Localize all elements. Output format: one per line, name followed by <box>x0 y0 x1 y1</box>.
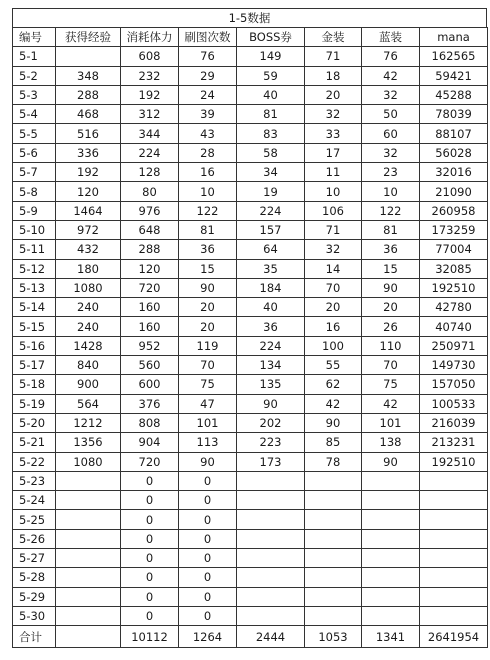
row-id-cell[interactable]: 5-21 <box>13 433 56 452</box>
table-row <box>13 587 488 606</box>
table-cell[interactable]: 128 <box>121 163 179 182</box>
table-cell[interactable] <box>56 491 121 510</box>
table-cell[interactable] <box>56 529 121 548</box>
table-cell[interactable]: 42 <box>362 66 420 85</box>
table-cell[interactable]: 20 <box>305 298 362 317</box>
table-row <box>13 124 488 143</box>
table-cell[interactable]: 50 <box>362 105 420 124</box>
row-id-cell[interactable]: 5-9 <box>13 201 56 220</box>
table-cell[interactable]: 43 <box>179 124 237 143</box>
table-cell[interactable]: 59 <box>237 66 305 85</box>
table-cell[interactable]: 1212 <box>56 413 121 432</box>
table-row <box>13 298 488 317</box>
table-row <box>13 85 488 104</box>
row-id-cell[interactable]: 5-25 <box>13 510 56 529</box>
table-row <box>13 568 488 587</box>
total-cell[interactable]: 2444 <box>237 626 305 648</box>
table-cell[interactable]: 20 <box>179 298 237 317</box>
table-row <box>13 220 488 239</box>
table-cell[interactable]: 952 <box>121 336 179 355</box>
table-cell[interactable]: 432 <box>56 240 121 259</box>
table-cell[interactable]: 312 <box>121 105 179 124</box>
table-cell[interactable] <box>305 529 362 548</box>
table-cell[interactable]: 40740 <box>420 317 488 336</box>
table-cell[interactable]: 76 <box>179 47 237 66</box>
table-cell[interactable] <box>362 491 420 510</box>
table-cell[interactable] <box>56 587 121 606</box>
table-cell[interactable]: 60 <box>362 124 420 143</box>
table-cell[interactable]: 224 <box>237 201 305 220</box>
table-cell[interactable] <box>56 606 121 625</box>
table-cell[interactable] <box>305 606 362 625</box>
table-row <box>13 413 488 432</box>
table-cell[interactable] <box>237 529 305 548</box>
table-cell[interactable]: 100 <box>305 336 362 355</box>
table-cell[interactable]: 20 <box>305 85 362 104</box>
table-row <box>13 143 488 162</box>
table-cell[interactable]: 288 <box>56 85 121 104</box>
table-cell[interactable]: 28 <box>179 143 237 162</box>
table-cell[interactable]: 260958 <box>420 201 488 220</box>
row-id-cell[interactable]: 5-6 <box>13 143 56 162</box>
table-cell[interactable]: 15 <box>179 259 237 278</box>
column-header[interactable]: BOSS券 <box>237 28 305 47</box>
table-cell[interactable]: 173 <box>237 452 305 471</box>
table-cell[interactable] <box>362 587 420 606</box>
table-cell[interactable]: 0 <box>179 587 237 606</box>
table-cell[interactable]: 976 <box>121 201 179 220</box>
table-cell[interactable] <box>305 471 362 490</box>
table-cell[interactable]: 0 <box>121 471 179 490</box>
table-cell[interactable]: 0 <box>121 529 179 548</box>
table-cell[interactable]: 42780 <box>420 298 488 317</box>
row-id-cell[interactable]: 5-30 <box>13 606 56 625</box>
table-row <box>13 105 488 124</box>
total-cell[interactable]: 1264 <box>179 626 237 648</box>
table-cell[interactable]: 32 <box>362 143 420 162</box>
table-cell[interactable]: 184 <box>237 278 305 297</box>
table-cell[interactable] <box>362 606 420 625</box>
table-cell[interactable]: 468 <box>56 105 121 124</box>
table-cell[interactable] <box>237 568 305 587</box>
table-row <box>13 491 488 510</box>
table-cell[interactable]: 45288 <box>420 85 488 104</box>
table-cell[interactable] <box>305 587 362 606</box>
table-cell[interactable]: 40 <box>237 85 305 104</box>
table-cell[interactable]: 15 <box>362 259 420 278</box>
table-cell[interactable]: 64 <box>237 240 305 259</box>
row-id-cell[interactable]: 5-7 <box>13 163 56 182</box>
row-id-cell[interactable]: 5-3 <box>13 85 56 104</box>
table-cell[interactable]: 0 <box>179 568 237 587</box>
table-cell[interactable]: 75 <box>362 375 420 394</box>
table-cell[interactable]: 10 <box>305 182 362 201</box>
table-cell[interactable]: 120 <box>56 182 121 201</box>
row-id-cell[interactable]: 5-22 <box>13 452 56 471</box>
row-id-cell[interactable]: 5-13 <box>13 278 56 297</box>
table-cell[interactable]: 59421 <box>420 66 488 85</box>
table-cell[interactable] <box>56 510 121 529</box>
table-cell[interactable]: 120 <box>121 259 179 278</box>
table-cell[interactable]: 1080 <box>56 452 121 471</box>
total-row <box>13 626 488 648</box>
table-cell[interactable]: 70 <box>179 356 237 375</box>
table-cell[interactable] <box>362 529 420 548</box>
table-cell[interactable]: 0 <box>179 491 237 510</box>
table-cell[interactable]: 149 <box>237 47 305 66</box>
table-cell[interactable] <box>56 47 121 66</box>
table-cell[interactable]: 0 <box>179 529 237 548</box>
table-cell[interactable]: 39 <box>179 105 237 124</box>
table-cell[interactable]: 808 <box>121 413 179 432</box>
table-cell[interactable]: 135 <box>237 375 305 394</box>
row-id-cell[interactable]: 5-16 <box>13 336 56 355</box>
table-cell[interactable] <box>362 568 420 587</box>
total-cell[interactable] <box>56 626 121 648</box>
row-id-cell[interactable]: 5-14 <box>13 298 56 317</box>
row-id-cell[interactable]: 5-10 <box>13 220 56 239</box>
table-cell[interactable]: 40 <box>237 298 305 317</box>
table-row <box>13 201 488 220</box>
table-cell[interactable]: 336 <box>56 143 121 162</box>
row-id-cell[interactable]: 5-8 <box>13 182 56 201</box>
table-cell[interactable]: 23 <box>362 163 420 182</box>
table-cell[interactable]: 10 <box>179 182 237 201</box>
table-cell[interactable]: 16 <box>179 163 237 182</box>
table-cell[interactable] <box>305 549 362 568</box>
table-cell[interactable]: 160 <box>121 317 179 336</box>
table-cell[interactable] <box>305 491 362 510</box>
table-cell[interactable]: 101 <box>362 413 420 432</box>
table-cell[interactable]: 0 <box>121 587 179 606</box>
table-cell[interactable]: 90 <box>237 394 305 413</box>
table-cell[interactable]: 88107 <box>420 124 488 143</box>
table-cell[interactable]: 29 <box>179 66 237 85</box>
row-id-cell[interactable]: 5-15 <box>13 317 56 336</box>
table-cell[interactable] <box>237 549 305 568</box>
table-cell[interactable]: 90 <box>362 452 420 471</box>
table-cell[interactable]: 36 <box>237 317 305 336</box>
table-row <box>13 182 488 201</box>
table-cell[interactable]: 160 <box>121 298 179 317</box>
table-cell[interactable] <box>237 587 305 606</box>
table-cell[interactable]: 202 <box>237 413 305 432</box>
table-cell[interactable] <box>362 471 420 490</box>
table-cell[interactable]: 81 <box>237 105 305 124</box>
table-cell[interactable]: 85 <box>305 433 362 452</box>
table-cell[interactable]: 18 <box>305 66 362 85</box>
table-cell[interactable]: 900 <box>56 375 121 394</box>
table-row <box>13 163 488 182</box>
table-cell[interactable]: 62 <box>305 375 362 394</box>
row-id-cell[interactable]: 5-23 <box>13 471 56 490</box>
table-cell[interactable]: 34 <box>237 163 305 182</box>
column-header[interactable]: 金装 <box>305 28 362 47</box>
table-cell[interactable]: 70 <box>362 356 420 375</box>
table-cell[interactable] <box>237 606 305 625</box>
table-cell[interactable]: 192 <box>56 163 121 182</box>
table-cell[interactable]: 240 <box>56 298 121 317</box>
table-cell[interactable]: 560 <box>121 356 179 375</box>
table-cell[interactable]: 122 <box>362 201 420 220</box>
table-cell[interactable]: 1464 <box>56 201 121 220</box>
table-cell[interactable] <box>420 529 488 548</box>
table-cell[interactable]: 32016 <box>420 163 488 182</box>
table-cell[interactable]: 24 <box>179 85 237 104</box>
table-cell[interactable] <box>305 568 362 587</box>
header-row <box>13 28 488 47</box>
table-cell[interactable]: 192510 <box>420 278 488 297</box>
table-cell[interactable]: 138 <box>362 433 420 452</box>
table-row <box>13 259 488 278</box>
table-cell[interactable]: 70 <box>305 278 362 297</box>
table-cell[interactable]: 149730 <box>420 356 488 375</box>
table-cell[interactable]: 26 <box>362 317 420 336</box>
table-cell[interactable]: 90 <box>305 413 362 432</box>
table-cell[interactable]: 55 <box>305 356 362 375</box>
table-cell[interactable]: 192 <box>121 85 179 104</box>
table-cell[interactable]: 81 <box>179 220 237 239</box>
table-cell[interactable]: 76 <box>362 47 420 66</box>
table-cell[interactable]: 348 <box>56 66 121 85</box>
row-id-cell[interactable]: 5-24 <box>13 491 56 510</box>
table-cell[interactable] <box>362 510 420 529</box>
column-header[interactable]: mana <box>420 28 488 47</box>
table-cell[interactable]: 0 <box>121 510 179 529</box>
table-row <box>13 394 488 413</box>
table-cell[interactable]: 213231 <box>420 433 488 452</box>
total-label[interactable]: 合计 <box>13 626 56 648</box>
table-cell[interactable]: 90 <box>179 278 237 297</box>
table-row <box>13 510 488 529</box>
table-cell[interactable]: 47 <box>179 394 237 413</box>
table-cell[interactable]: 100533 <box>420 394 488 413</box>
table-cell[interactable]: 71 <box>305 220 362 239</box>
row-id-cell[interactable]: 5-27 <box>13 549 56 568</box>
table-row <box>13 529 488 548</box>
table-cell[interactable]: 81 <box>362 220 420 239</box>
row-id-cell[interactable]: 5-2 <box>13 66 56 85</box>
row-id-cell[interactable]: 5-5 <box>13 124 56 143</box>
table-cell[interactable]: 1080 <box>56 278 121 297</box>
table-cell[interactable]: 216039 <box>420 413 488 432</box>
table-cell[interactable]: 110 <box>362 336 420 355</box>
total-cell[interactable]: 1341 <box>362 626 420 648</box>
table-cell[interactable]: 42 <box>305 394 362 413</box>
table-cell[interactable]: 648 <box>121 220 179 239</box>
row-id-cell[interactable]: 5-28 <box>13 568 56 587</box>
table-cell[interactable]: 250971 <box>420 336 488 355</box>
table-cell[interactable]: 1356 <box>56 433 121 452</box>
table-cell[interactable]: 11 <box>305 163 362 182</box>
table-body <box>13 47 488 626</box>
table-cell[interactable]: 10 <box>362 182 420 201</box>
table-row <box>13 240 488 259</box>
table-cell[interactable]: 0 <box>179 510 237 529</box>
table-cell[interactable] <box>420 587 488 606</box>
table-cell[interactable]: 122 <box>179 201 237 220</box>
table-cell[interactable]: 904 <box>121 433 179 452</box>
table-cell[interactable]: 90 <box>362 278 420 297</box>
table-cell[interactable]: 1428 <box>56 336 121 355</box>
total-cell[interactable]: 2641954 <box>420 626 488 648</box>
table-cell[interactable]: 19 <box>237 182 305 201</box>
column-header[interactable]: 刷图次数 <box>179 28 237 47</box>
table-cell[interactable]: 376 <box>121 394 179 413</box>
table-cell[interactable]: 162565 <box>420 47 488 66</box>
table-row <box>13 433 488 452</box>
column-header[interactable]: 蓝装 <box>362 28 420 47</box>
table-cell[interactable] <box>420 471 488 490</box>
table-cell[interactable] <box>362 549 420 568</box>
table-cell[interactable]: 0 <box>121 606 179 625</box>
row-id-cell[interactable]: 5-26 <box>13 529 56 548</box>
table-cell[interactable]: 192510 <box>420 452 488 471</box>
table-cell[interactable]: 180 <box>56 259 121 278</box>
table-cell[interactable]: 0 <box>179 471 237 490</box>
table-cell[interactable]: 0 <box>121 549 179 568</box>
column-header[interactable]: 消耗体力 <box>121 28 179 47</box>
table-cell[interactable]: 83 <box>237 124 305 143</box>
table-cell[interactable]: 78 <box>305 452 362 471</box>
table-cell[interactable] <box>305 510 362 529</box>
row-id-cell[interactable]: 5-19 <box>13 394 56 413</box>
table-cell[interactable] <box>56 568 121 587</box>
table-cell[interactable] <box>420 510 488 529</box>
table-cell[interactable]: 0 <box>179 606 237 625</box>
table-cell[interactable]: 232 <box>121 66 179 85</box>
table-cell[interactable] <box>56 549 121 568</box>
row-id-cell[interactable]: 5-11 <box>13 240 56 259</box>
data-table <box>12 27 488 648</box>
table-cell[interactable]: 32 <box>305 105 362 124</box>
table-cell[interactable]: 35 <box>237 259 305 278</box>
column-header[interactable]: 编号 <box>13 28 56 47</box>
table-cell[interactable]: 36 <box>179 240 237 259</box>
table-cell[interactable]: 720 <box>121 278 179 297</box>
table-cell[interactable]: 0 <box>121 491 179 510</box>
table-cell[interactable]: 33 <box>305 124 362 143</box>
spreadsheet <box>12 8 487 656</box>
table-cell[interactable] <box>237 491 305 510</box>
table-cell[interactable]: 223 <box>237 433 305 452</box>
table-row <box>13 452 488 471</box>
table-cell[interactable]: 36 <box>362 240 420 259</box>
total-cell[interactable]: 1053 <box>305 626 362 648</box>
row-id-cell[interactable]: 5-4 <box>13 105 56 124</box>
table-cell[interactable]: 157 <box>237 220 305 239</box>
table-cell[interactable]: 16 <box>305 317 362 336</box>
table-cell[interactable]: 77004 <box>420 240 488 259</box>
table-row <box>13 278 488 297</box>
table-cell[interactable]: 42 <box>362 394 420 413</box>
table-cell[interactable]: 14 <box>305 259 362 278</box>
table-cell[interactable]: 564 <box>56 394 121 413</box>
table-cell[interactable] <box>237 510 305 529</box>
table-cell[interactable]: 17 <box>305 143 362 162</box>
table-cell[interactable]: 58 <box>237 143 305 162</box>
total-cell[interactable]: 10112 <box>121 626 179 648</box>
table-cell[interactable] <box>420 491 488 510</box>
table-row <box>13 66 488 85</box>
table-cell[interactable]: 840 <box>56 356 121 375</box>
table-cell[interactable]: 720 <box>121 452 179 471</box>
row-id-cell[interactable]: 5-12 <box>13 259 56 278</box>
table-cell[interactable]: 20 <box>362 298 420 317</box>
sheet-title: 1-5数据 <box>12 8 487 27</box>
table-cell[interactable]: 240 <box>56 317 121 336</box>
table-cell[interactable]: 71 <box>305 47 362 66</box>
row-id-cell[interactable]: 5-1 <box>13 47 56 66</box>
table-row <box>13 375 488 394</box>
table-cell[interactable]: 224 <box>121 143 179 162</box>
table-cell[interactable]: 75 <box>179 375 237 394</box>
table-cell[interactable]: 21090 <box>420 182 488 201</box>
table-cell[interactable] <box>420 568 488 587</box>
table-cell[interactable]: 344 <box>121 124 179 143</box>
table-cell[interactable]: 0 <box>121 568 179 587</box>
table-cell[interactable]: 972 <box>56 220 121 239</box>
table-cell[interactable]: 516 <box>56 124 121 143</box>
table-cell[interactable]: 288 <box>121 240 179 259</box>
table-cell[interactable]: 56028 <box>420 143 488 162</box>
table-cell[interactable] <box>237 471 305 490</box>
table-row <box>13 606 488 625</box>
table-cell[interactable]: 20 <box>179 317 237 336</box>
row-id-cell[interactable]: 5-18 <box>13 375 56 394</box>
table-cell[interactable]: 32085 <box>420 259 488 278</box>
table-cell[interactable] <box>420 549 488 568</box>
table-row <box>13 336 488 355</box>
table-cell[interactable]: 32 <box>362 85 420 104</box>
table-cell[interactable]: 78039 <box>420 105 488 124</box>
table-cell[interactable]: 32 <box>305 240 362 259</box>
table-cell[interactable] <box>420 606 488 625</box>
table-cell[interactable]: 157050 <box>420 375 488 394</box>
table-cell[interactable]: 80 <box>121 182 179 201</box>
table-cell[interactable]: 600 <box>121 375 179 394</box>
table-cell[interactable]: 90 <box>179 452 237 471</box>
table-cell[interactable]: 101 <box>179 413 237 432</box>
table-row <box>13 549 488 568</box>
table-row <box>13 47 488 66</box>
row-id-cell[interactable]: 5-17 <box>13 356 56 375</box>
table-row <box>13 356 488 375</box>
table-cell[interactable]: 134 <box>237 356 305 375</box>
table-cell[interactable] <box>56 471 121 490</box>
column-header[interactable]: 获得经验 <box>56 28 121 47</box>
table-cell[interactable]: 0 <box>179 549 237 568</box>
table-cell[interactable]: 119 <box>179 336 237 355</box>
table-row <box>13 471 488 490</box>
row-id-cell[interactable]: 5-29 <box>13 587 56 606</box>
table-row <box>13 317 488 336</box>
table-cell[interactable]: 224 <box>237 336 305 355</box>
table-cell[interactable]: 113 <box>179 433 237 452</box>
table-cell[interactable]: 173259 <box>420 220 488 239</box>
table-cell[interactable]: 106 <box>305 201 362 220</box>
table-cell[interactable]: 608 <box>121 47 179 66</box>
row-id-cell[interactable]: 5-20 <box>13 413 56 432</box>
